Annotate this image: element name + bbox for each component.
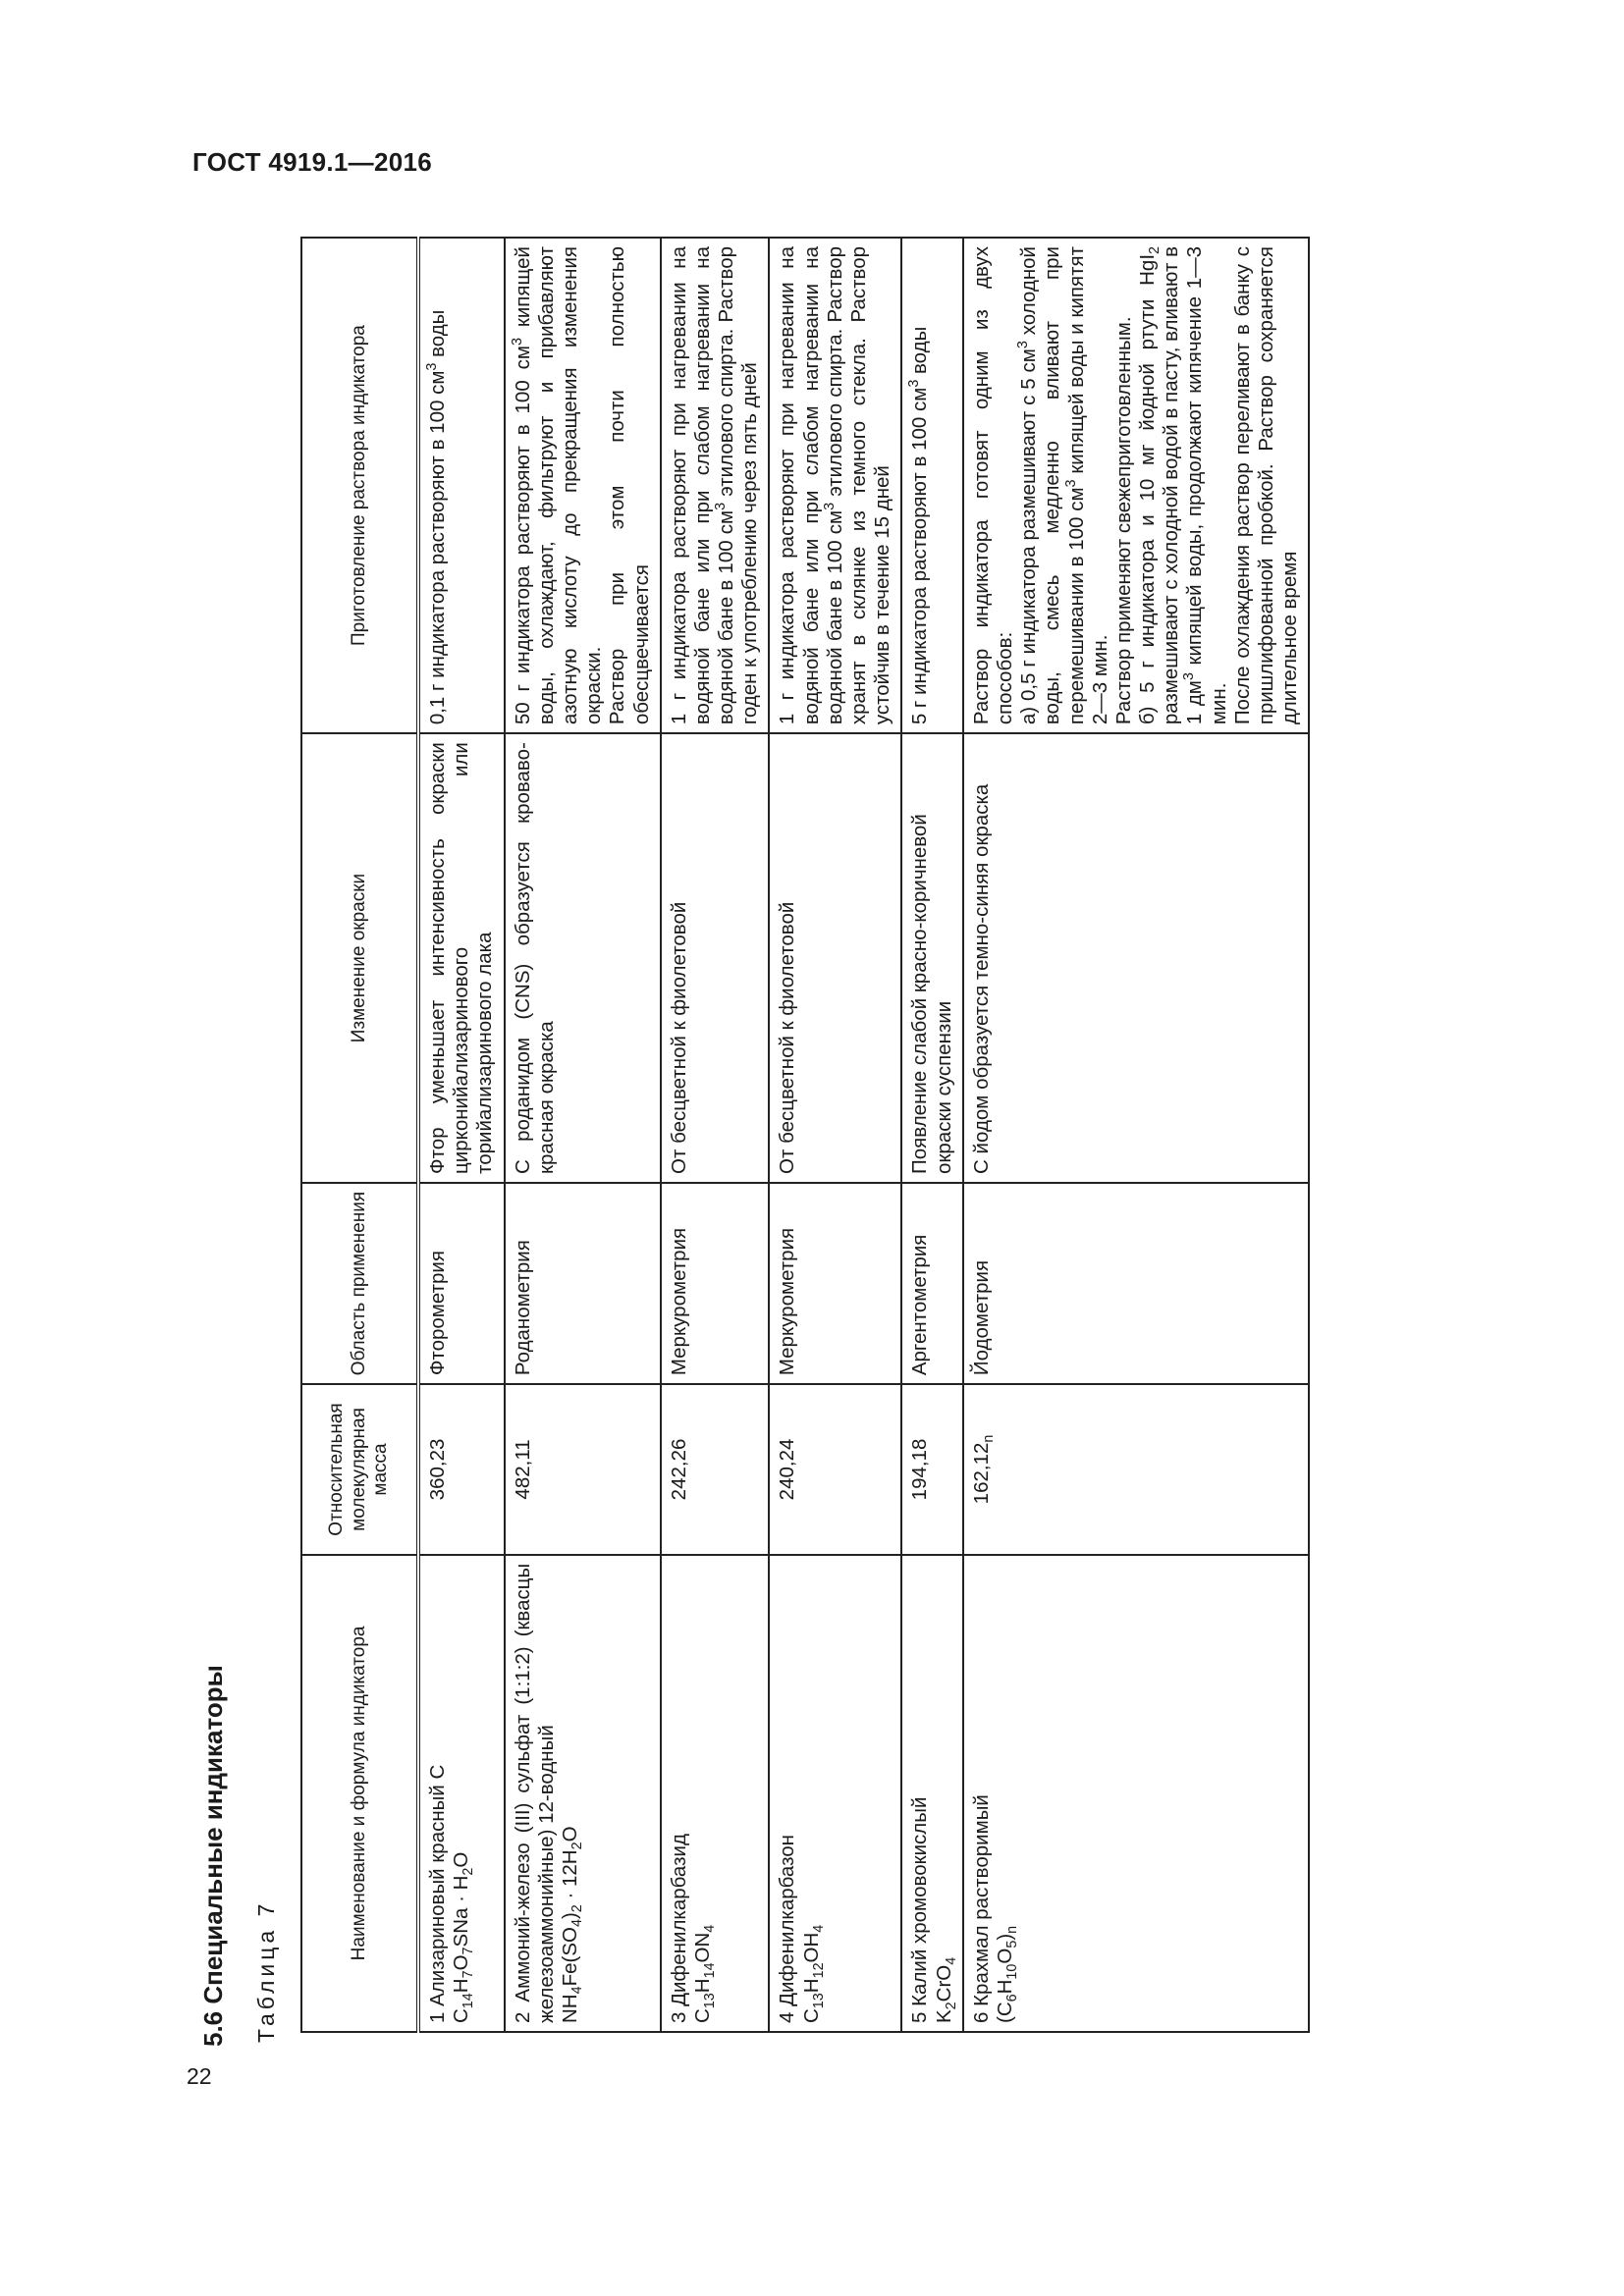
header-mass: Относительная молекулярная масса [301,1384,418,1555]
cell-change: От бесцветной к фиолетовой [661,733,770,1183]
indicator-formula: $C_{13}H_{14}ON_4$ [690,1924,718,2023]
indicator-name: 1 Ализариновый красный С [426,1764,449,2023]
prep-method-b-note: После охлаждения раствор переливают в банку с пришлифованной пробкой. Раствор сохраняется длительное время [1230,246,1302,725]
indicator-name: 2 Аммоний-железо (III) сульфат (1:1:2) (квасцы железоаммонийные) 12-водный [511,1563,558,2023]
prep-method-a: а) 0,5 г индикатора размешивают с 5 $см^3$ холодной воды, смесь медленно вливают при перемешивании в 100 $см^3$ кипящей воды и кипятят 2—3 мин. [1015,246,1111,725]
indicator-formula: $C_{13}H_{12}OH_4$ [799,1924,827,2023]
indicator-name: 3 Дифенилкарбазид [667,1834,690,2023]
table-caption: Таблица 7 [253,1899,279,2043]
cell-prep: 1 г индикатора растворяют при нагревании на водяной бане или при слабом нагревании на водяной бане в 100 $см^3$ этилового спирта. Раствор годен к употреблению через пять дней [661,238,770,733]
table-row [769,238,901,2032]
cell-area: Меркурометрия [661,1183,770,1384]
table-header-row [301,238,418,2032]
cell-name [769,1555,901,2032]
prep-text: Раствор индикатора готовят одним из двух способов: [969,246,1016,725]
indicator-name: 4 Дифенилкарбазон [776,1835,799,2023]
cell-area: Роданометрия [505,1183,661,1384]
cell-name [418,1555,505,2032]
prep-text: 50 г индикатора растворяют в 100 $см^3$ кипящей воды, охлаждают, фильтруют и прибавляют азотную кислоту до прекращения изменения окраски. [509,246,606,725]
prep-method-b: б) 5 г индикатора и 10 мг йодной ртути HgI$_2$ размешивают с холодной водой в пасту, вливают в 1 $дм^3$ кипящей воды, продолжают кипячение 1—3 мин. [1136,246,1230,725]
table-row [418,238,505,2032]
table-row [963,238,1310,2032]
cell-name [661,1555,770,2032]
cell-mass: 482,11 [505,1384,661,1555]
cell-mass: $162,12_n$ [963,1384,1310,1555]
cell-change: От бесцветной к фиолетовой [769,733,901,1183]
cell-name [901,1555,962,2032]
cell-change: Фтор уменьшает интенсивность окраски цирконийализаринового или торийализаринового лака [418,733,505,1183]
header-area: Область применения [301,1183,418,1384]
page-number: 22 [187,2063,212,2089]
header-prep: Приготовление раствора индикатора [301,238,418,733]
cell-change: Появление слабой красно-коричневой окраски суспензии [901,733,962,1183]
cell-mass: 240,24 [769,1384,901,1555]
indicator-formula: $(C_6H_{10}O_5)_n$ [993,1925,1021,2023]
cell-area: Меркурометрия [769,1183,901,1384]
cell-mass: 360,23 [418,1384,505,1555]
cell-prep: 5 г индикатора растворяют в 100 $см^3$ воды [901,238,962,733]
indicator-name: 6 Крахмал растворимый [969,1794,993,2023]
cell-area: Фторометрия [418,1183,505,1384]
header-change: Изменение окраски [301,733,418,1183]
table-row [901,238,962,2032]
cell-name [505,1555,661,2032]
cell-change: С йодом образуется темно-синяя окраска [963,733,1310,1183]
indicators-table [300,237,1310,2033]
cell-change: С роданидом (CNS) образуется кроваво-красная окраска [505,733,661,1183]
table-row [505,238,661,2032]
cell-mass: 194,18 [901,1384,962,1555]
cell-prep: 1 г индикатора растворяют при нагревании на водяной бане или при слабом нагревании на водяной бане в 100 $см^3$ этилового спирта. Раствор хранят в склянке из темного стекла. Раствор устойчив в течение 15 дней [769,238,901,733]
document-header: ГОСТ 4919.1—2016 [192,147,433,177]
cell-area: Йодометрия [963,1183,1310,1384]
header-name: Наименование и формула индикатора [301,1555,418,2032]
cell-prep: 0,1 г индикатора растворяют в 100 $см^3$ воды [418,238,505,733]
table-row [661,238,770,2032]
cell-mass: 242,26 [661,1384,770,1555]
cell-prep [963,238,1310,733]
section-title: 5.6 Специальные индикаторы [198,1665,228,2047]
cell-name [963,1555,1310,2032]
prep-text-2: Раствор при этом почти полностью обесцвечивается [606,246,653,725]
cell-area: Аргентометрия [901,1183,962,1384]
prep-method-a-note: Раствор применяют свежеприготовленным. [1111,316,1135,725]
indicator-formula: $C_{14}H_7O_7SNa \cdot H_2O$ [450,1851,477,2023]
cell-prep [505,238,661,733]
rotated-content [198,231,1514,2047]
indicator-name: 5 Калий хромовокислый [908,1796,932,2023]
indicator-formula: $NH_4Fe(SO_4)_2 \cdot 12H_2O$ [558,1826,586,2023]
indicator-formula: $K_2CrO_4$ [932,1956,959,2023]
